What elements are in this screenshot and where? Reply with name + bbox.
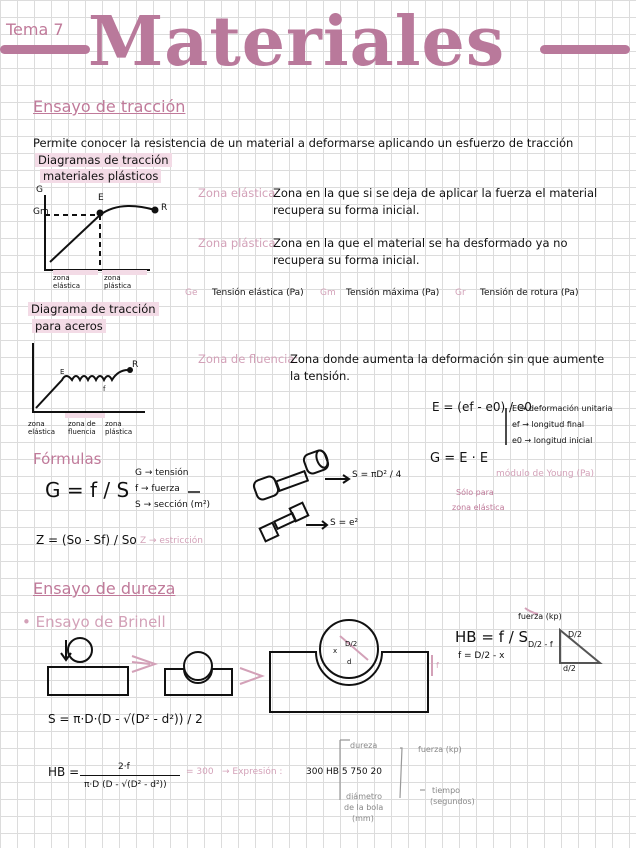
expresion-label: → Expresión : [222,767,283,777]
fluencia-text-2: la tensión. [290,369,350,383]
diagram1-label-1: Diagramas de tracción [35,153,172,167]
zona-elastica-note: zona elástica [452,503,505,512]
gr-symbol: Gr [455,288,466,298]
d2-zona-elastica: zona elástica [28,420,56,436]
ball-x: x [333,647,338,655]
d1-r: R [161,203,168,213]
zona-elastica-text-2: recupera su forma inicial. [273,203,420,217]
d2-zona-plastica: zona plástica [105,420,133,436]
estriccion-label: Z → estricción [140,536,203,546]
fluencia-text-1: Zona donde aumenta la deformación sin que aumente [290,352,605,366]
section-formulas: Fórmulas [33,450,102,468]
f-equation: f = D/2 - x [458,651,505,661]
hooke-equation: G = E · E [430,451,489,466]
strain-legend-1: E → deformación unitaria [512,404,613,413]
diagram1-label-2: materiales plásticos [40,169,161,183]
surface-equation: S = π·D·(D - √(D² - d²)) / 2 [48,712,203,726]
page-title: Materiales [88,2,506,82]
depth-f: f [436,661,439,670]
hb-denominator: π·D (D - √(D² - d²)) [84,780,167,790]
zona-plastica-term: Zona plástica: [198,236,280,250]
diametro-label: diámetro [346,792,383,801]
hb-full-left: HB = [48,765,80,779]
area-square-eq: S = e² [330,518,359,528]
sigma-legend-2: f → fuerza [135,484,180,494]
d1-zona-plastica: zona plástica [104,274,132,290]
section-brinell: • Ensayo de Brinell [22,613,166,631]
section-dureza: Ensayo de dureza [33,579,176,598]
diagram2-label-1: Diagrama de tracción [28,302,159,316]
de-la-bola-label: de la bola [344,803,384,812]
d1-g-axis: G [36,185,43,195]
triangle-hyp: D/2 [568,630,582,639]
section-traccion: Ensayo de tracción [33,97,186,116]
ge-symbol: Ge [185,288,198,298]
sigma-equation: G = f / S [45,478,130,502]
young-modulus: módulo de Young (Pa) [496,469,595,479]
d1-e: E [98,193,104,203]
ge-text: Tensión elástica (Pa) [212,288,304,298]
traccion-intro: Permite conocer la resistencia de un material a deformarse aplicando un esfuerzo de tracción [33,136,574,150]
d2-f: f [103,385,106,393]
fuerza-label: fuerza (kp) [418,745,462,754]
hb-numerator: 2·f [118,762,130,772]
tema-label: Tema 7 [6,20,64,39]
triangle-base: d/2 [563,664,576,673]
gr-text: Tensión de rotura (Pa) [480,288,579,298]
strain-legend-2: ef → longitud final [512,420,585,429]
zona-elastica-term: Zona elástica: [198,186,280,200]
sigma-legend-1: G → tensión [135,468,189,478]
triangle-side: D/2 - f [528,640,553,649]
area-circle-eq: S = πD² / 4 [352,470,402,480]
gm-text: Tensión máxima (Pa) [346,288,440,298]
solo-para: Sólo para [456,488,494,497]
hb-equation: HB = f / S [455,628,529,646]
fluencia-term: Zona de fluencia: [198,352,299,366]
mm-label: (mm) [352,814,374,823]
d1-gm: Gm [33,207,49,217]
d2-zona-fluencia: zona de fluencia [68,420,96,436]
d1-zona-elastica: zona elástica [53,274,81,290]
estriccion-equation: Z = (So - Sf) / So [36,533,137,547]
strain-equation: E = (ef - e0) / e0 [432,400,532,414]
ball-d: d [347,658,352,666]
d2-e: E [60,368,65,376]
ball-d2: D/2 [345,640,358,648]
fraction-line [80,775,180,776]
zona-plastica-text-2: recupera su forma inicial. [273,253,420,267]
zona-elastica-text-1: Zona en la que si se deja de aplicar la fuerza el material [273,186,598,200]
d2-r: R [132,360,139,370]
dureza-label: dureza [350,741,378,750]
sigma-legend-3: S → sección (m²) [135,500,211,510]
diagram2-label-2: para aceros [32,319,106,333]
hb-result: = 300 [186,767,214,777]
expresion-value: 300 HB 5 750 20 [306,767,382,777]
strain-legend-3: e0 → longitud inicial [512,436,593,445]
tiempo-label: tiempo [432,786,461,795]
fuerza-kp: fuerza (kp) [518,612,562,621]
zona-plastica-text-1: Zona en la que el material se ha desformado ya no [273,236,568,250]
segundos-label: (segundos) [430,797,475,806]
gm-symbol: Gm [320,288,336,298]
